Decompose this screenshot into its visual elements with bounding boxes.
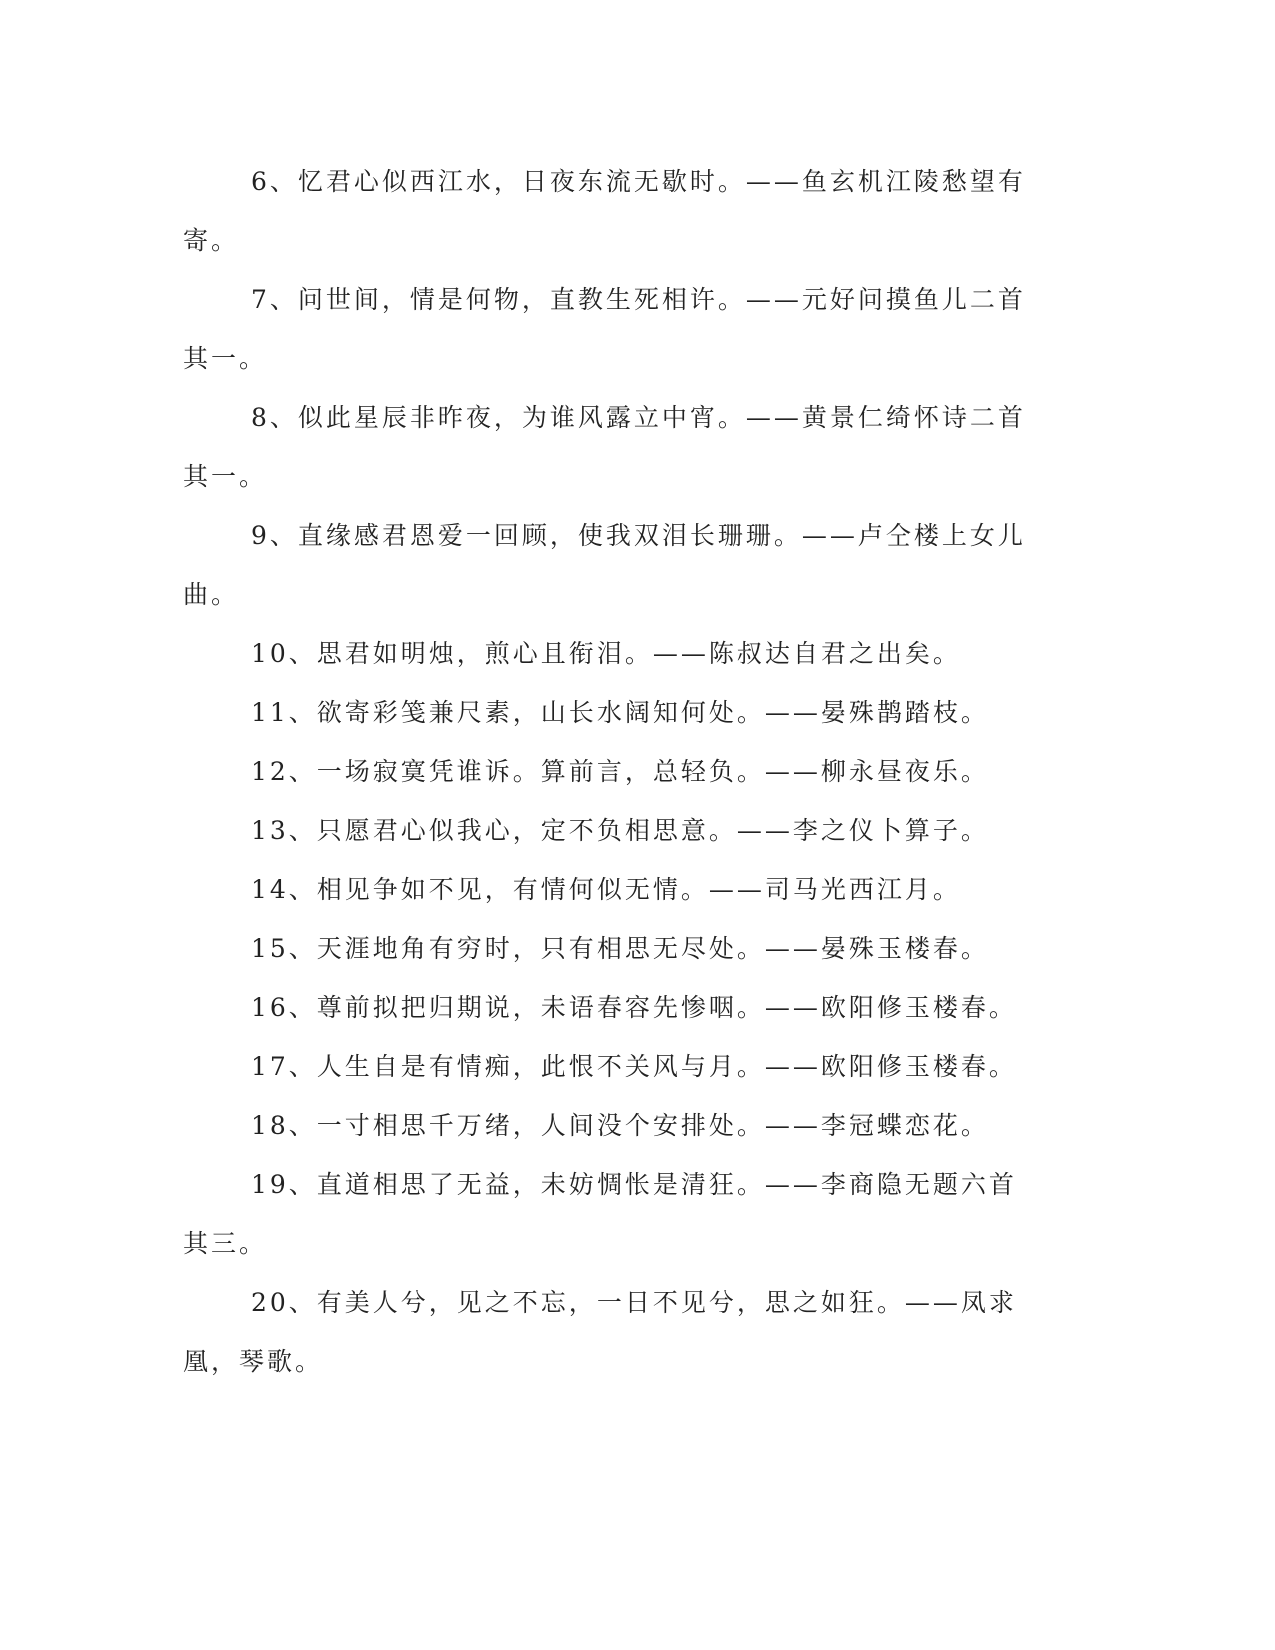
paragraph-13: 13、只愿君心似我心，定不负相思意。——李之仪卜算子。 (251, 816, 989, 845)
document-body (183, 152, 1043, 1391)
paragraph-19: 19、直道相思了无益，未妨惆怅是清狂。——李商隐无题六首其三。 (183, 1170, 1017, 1258)
paragraph-9: 9、直缘感君恩爱一回顾，使我双泪长珊珊。——卢仝楼上女儿曲。 (183, 521, 1026, 609)
paragraph-14: 14、相见争如不见，有情何似无情。——司马光西江月。 (251, 875, 961, 904)
paragraph-20: 20、有美人兮，见之不忘，一日不见兮，思之如狂。——凤求凰，琴歌。 (183, 1288, 1017, 1376)
paragraph-12: 12、一场寂寞凭谁诉。算前言，总轻负。——柳永昼夜乐。 (251, 757, 989, 786)
paragraph-11: 11、欲寄彩笺兼尺素，山长水阔知何处。——晏殊鹊踏枝。 (251, 698, 989, 727)
paragraph-18: 18、一寸相思千万绪，人间没个安排处。——李冠蝶恋花。 (251, 1111, 989, 1140)
paragraph-17: 17、人生自是有情痴，此恨不关风与月。——欧阳修玉楼春。 (251, 1052, 1017, 1081)
paragraph-7: 7、问世间，情是何物，直教生死相许。——元好问摸鱼儿二首其一。 (183, 285, 1026, 373)
paragraph-6: 6、忆君心似西江水，日夜东流无歇时。——鱼玄机江陵愁望有寄。 (183, 167, 1026, 255)
paragraph-15: 15、天涯地角有穷时，只有相思无尽处。——晏殊玉楼春。 (251, 934, 989, 963)
paragraph-8: 8、似此星辰非昨夜，为谁风露立中宵。——黄景仁绮怀诗二首其一。 (183, 403, 1026, 491)
paragraph-10: 10、思君如明烛，煎心且衔泪。——陈叔达自君之出矣。 (251, 639, 961, 668)
paragraph-16: 16、尊前拟把归期说，未语春容先惨咽。——欧阳修玉楼春。 (251, 993, 1017, 1022)
